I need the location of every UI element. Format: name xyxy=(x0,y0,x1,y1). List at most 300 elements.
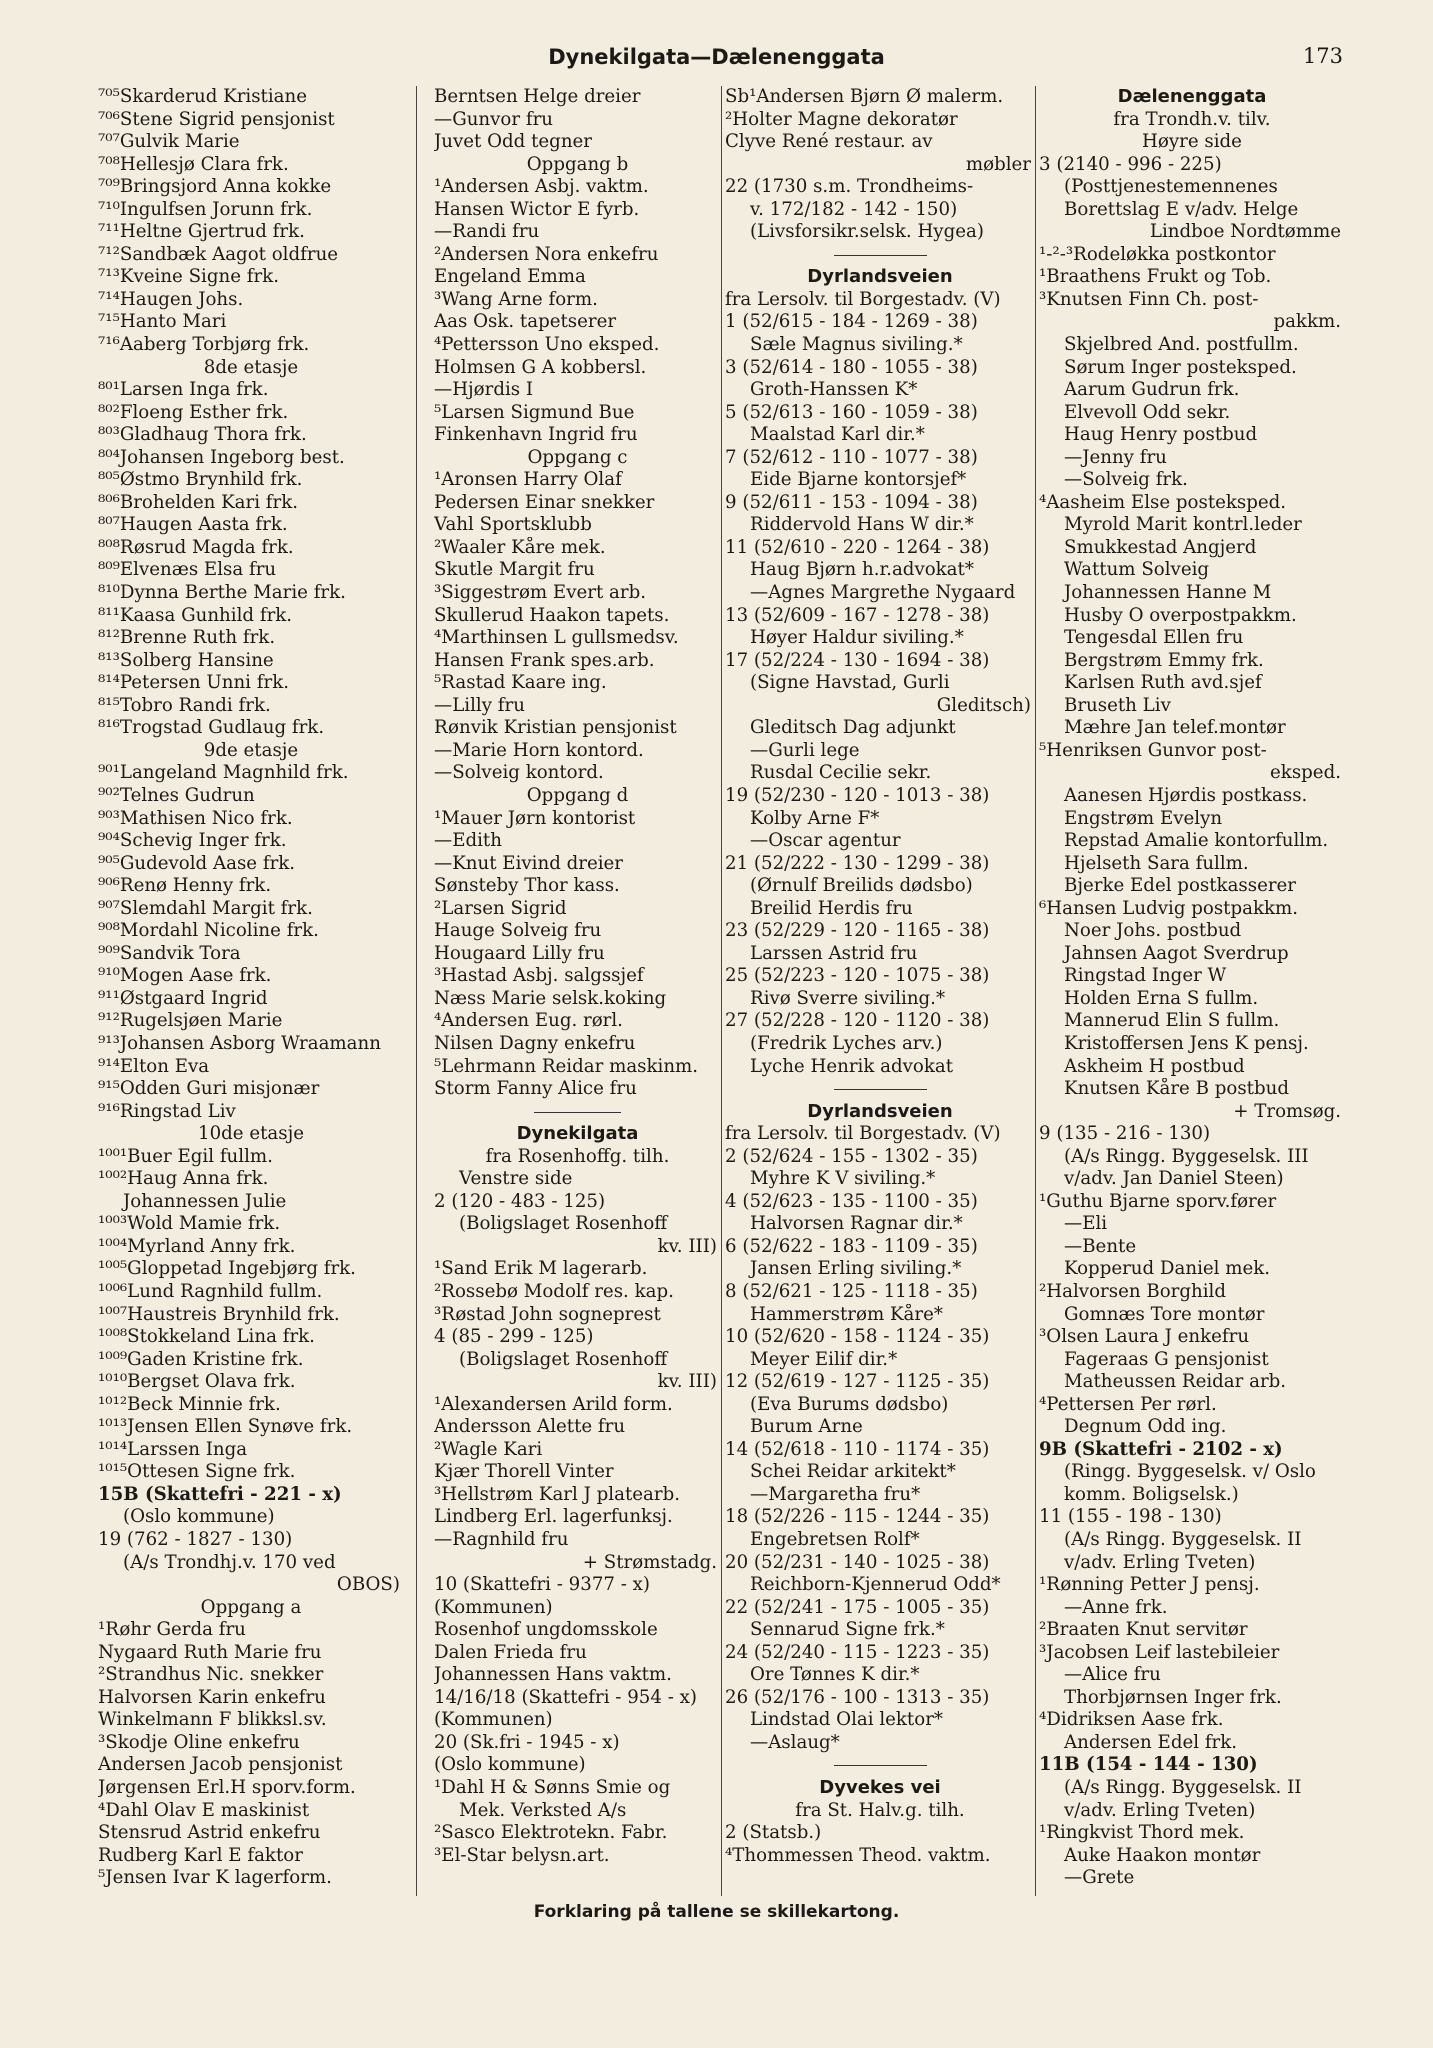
directory-entry: ⁷⁰⁵Skarderud Kristiane xyxy=(98,86,308,107)
directory-entry: 10de etasje xyxy=(198,1123,304,1145)
directory-entry: Jahnsen Aagot Sverdrup xyxy=(1064,942,1289,964)
directory-entry: ¹Mauer Jørn kontorist xyxy=(434,807,636,829)
directory-entry: Eide Bjarne kontorsjef* xyxy=(750,469,967,491)
directory-entry: —Jenny fru xyxy=(1064,446,1167,468)
directory-entry: Hougaard Lilly fru xyxy=(434,942,605,964)
directory-entry: ¹⁰¹⁰Bergset Olava frk. xyxy=(98,1371,296,1393)
directory-entry: Kjær Thorell Vinter xyxy=(434,1461,614,1483)
directory-entry: Sennarud Signe frk.* xyxy=(750,1619,945,1641)
directory-entry: ⁹¹¹Østgaard Ingrid xyxy=(98,987,268,1009)
directory-entry: fra Lersolv. til Borgestadv. (V) xyxy=(725,1123,1001,1145)
directory-entry: v/adv. Erling Tveten) xyxy=(1064,1551,1256,1573)
directory-entry: 27 (52/228 - 120 - 1120 - 38) xyxy=(725,1010,990,1032)
directory-entry: Rusdal Cecilie sekr. xyxy=(750,762,932,784)
directory-entry: Matheussen Reidar arb. xyxy=(1064,1371,1287,1393)
directory-entry: Oppgang a xyxy=(200,1596,302,1618)
directory-entry: Vahl Sportsklubb xyxy=(434,514,592,536)
directory-entry: + Strømstadg. xyxy=(582,1551,717,1573)
directory-entry: Pedersen Einar snekker xyxy=(434,491,655,513)
directory-entry: 23 (52/229 - 120 - 1165 - 38) xyxy=(725,920,990,942)
directory-entry: Aarum Gudrun frk. xyxy=(1064,379,1240,401)
directory-entry: Riddervold Hans W dir.* xyxy=(750,514,974,536)
directory-entry: 1 (52/615 - 184 - 1269 - 38) xyxy=(725,311,978,333)
directory-entry: Myhre K V siviling.* xyxy=(750,1168,936,1190)
directory-entry: ⁹¹⁰Mogen Aase frk. xyxy=(98,965,272,987)
directory-entry: ¹⁰⁰¹Buer Egil fullm. xyxy=(98,1145,273,1167)
directory-entry: ¹-²-³Rodeløkka postkontor xyxy=(1039,243,1276,265)
directory-entry: Wattum Solveig xyxy=(1064,559,1210,581)
directory-entry: (Boligslaget Rosenhoff xyxy=(459,1348,668,1370)
directory-entry: Myrold Marit kontrl.leder xyxy=(1064,514,1302,536)
directory-entry: ²Larsen Sigrid xyxy=(434,897,567,919)
directory-entry: Oppgang d xyxy=(526,784,629,806)
directory-entry: Sæle Magnus siviling.* xyxy=(750,334,963,356)
directory-entry: 9 (135 - 216 - 130) xyxy=(1039,1123,1211,1145)
directory-entry: Husby O overpostpakkm. xyxy=(1064,604,1297,626)
directory-entry: Hansen Wictor E fyrb. xyxy=(434,198,640,220)
directory-entry: 11 (155 - 198 - 130) xyxy=(1039,1506,1222,1528)
directory-entry: 19 (762 - 1827 - 130) xyxy=(98,1529,293,1550)
directory-entry: ⁹¹²Rugelsjøen Marie xyxy=(98,1010,283,1032)
directory-entry: ⁴Didriksen Aase frk. xyxy=(1039,1709,1224,1731)
directory-entry: ²Rossebø Modolf res. kap. xyxy=(434,1280,674,1302)
directory-entry: Rudberg Karl E faktor xyxy=(98,1844,303,1866)
directory-entry: Thorbjørnsen Inger frk. xyxy=(1064,1686,1282,1708)
directory-entry: ¹⁰⁰³Wold Mamie frk. xyxy=(98,1213,281,1235)
directory-entry: ⁴Aasheim Else posteksped. xyxy=(1039,491,1287,513)
directory-entry: ³Hastad Asbj. salgssjef xyxy=(434,965,644,987)
street-heading: Dyrlandsveien xyxy=(807,1100,953,1122)
directory-entry: Sørum Inger posteksped. xyxy=(1064,356,1297,378)
directory-entry: ⁹⁰⁵Gudevold Aase frk. xyxy=(98,852,296,874)
directory-entry: —Aslaug* xyxy=(750,1731,840,1753)
directory-entry: Ringstad Inger W xyxy=(1064,965,1227,987)
directory-entry: ²Halvorsen Borghild xyxy=(1039,1280,1226,1302)
directory-entry: (Kommunen) xyxy=(434,1596,553,1618)
directory-entry: Reichborn-Kjennerud Odd* xyxy=(750,1574,1001,1596)
directory-entry: fra St. Halv.g. tilh. xyxy=(795,1799,965,1821)
directory-entry: Tengesdal Ellen fru xyxy=(1064,627,1244,649)
directory-entry: ⁶Hansen Ludvig postpakkm. xyxy=(1039,897,1299,919)
page-footer-note: Forklaring på tallene se skillekartong. xyxy=(533,1902,900,1922)
directory-entry: Halvorsen Ragnar dir.* xyxy=(750,1213,963,1235)
directory-entry: ²Andersen Nora enkefru xyxy=(434,243,659,265)
directory-entry: ²Sasco Elektrotekn. Fabr. xyxy=(434,1822,668,1844)
directory-entry: 18 (52/226 - 115 - 1244 - 35) xyxy=(725,1506,990,1528)
street-heading: Dyvekes vei xyxy=(819,1777,941,1799)
directory-entry: 15B (Skattefri - 221 - x) xyxy=(98,1483,342,1505)
directory-entry: ⁹¹³Johansen Asborg Wraamann xyxy=(98,1032,381,1054)
directory-entry: ⁸⁰⁷Haugen Aasta frk. xyxy=(98,514,288,536)
directory-entry: ⁸¹⁴Petersen Unni frk. xyxy=(98,672,289,694)
directory-entry: ⁸¹³Solberg Hansine xyxy=(98,649,274,671)
directory-entry: Jørgensen Erl.H sporv.form. xyxy=(98,1777,356,1799)
directory-entry: ⁵Larsen Sigmund Bue xyxy=(434,401,635,423)
directory-entry: —Solveig kontord. xyxy=(434,762,604,784)
directory-entry: Johannessen Hans vaktm. xyxy=(434,1664,672,1686)
directory-entry: ¹Andersen Asbj. vaktm. xyxy=(434,176,649,198)
street-heading: Dyrlandsveien xyxy=(807,266,953,288)
directory-entry: —Margaretha fru* xyxy=(750,1483,921,1505)
directory-entry: Ore Tønnes K dir.* xyxy=(750,1664,920,1686)
directory-entry: Sønsteby Thor kass. xyxy=(434,875,620,897)
directory-entry: Oppgang c xyxy=(527,446,628,468)
directory-entry: Jansen Erling siviling.* xyxy=(750,1258,962,1280)
directory-entry: ¹⁰⁰⁵Gloppetad Ingebjørg frk. xyxy=(98,1258,356,1280)
directory-entry: Lyche Henrik advokat xyxy=(750,1055,954,1077)
directory-entry: ¹Braathens Frukt og Tob. xyxy=(1039,266,1272,288)
directory-entry: ⁸¹⁰Dynna Berthe Marie frk. xyxy=(98,582,346,604)
directory-entry: Engebretsen Rolf* xyxy=(750,1529,920,1550)
directory-entry: 4 (52/623 - 135 - 1100 - 35) xyxy=(725,1190,978,1212)
directory-entry: Rosenhof ungdomsskole xyxy=(434,1619,658,1641)
directory-entry: ⁹⁰¹Langeland Magnhild frk. xyxy=(98,762,349,784)
directory-column-1 xyxy=(98,86,404,1896)
directory-entry: —Gunvor fru xyxy=(434,108,553,130)
page-number: 173 xyxy=(1302,44,1343,68)
directory-entry: ⁹⁰⁷Slemdahl Margit frk. xyxy=(98,897,313,919)
directory-entry: + Tromsøg. xyxy=(1233,1100,1341,1122)
directory-entry: Sb¹Andersen Bjørn Ø malerm. xyxy=(725,86,1004,107)
directory-entry: ⁷¹⁴Haugen Johs. xyxy=(98,288,244,310)
directory-entry: Fageraas G pensjonist xyxy=(1064,1348,1269,1370)
directory-entry: Halvorsen Karin enkefru xyxy=(98,1686,326,1708)
directory-entry: Skjelbred And. postfullm. xyxy=(1064,334,1299,356)
directory-entry: Næss Marie selsk.koking xyxy=(434,987,667,1009)
street-heading: Dælenenggata xyxy=(1117,86,1267,107)
directory-entry: Oppgang b xyxy=(526,153,629,175)
directory-entry: Breilid Herdis fru xyxy=(750,897,913,919)
directory-entry: ³Knutsen Finn Ch. post- xyxy=(1039,288,1259,310)
directory-entry: 19 (52/230 - 120 - 1013 - 38) xyxy=(725,784,990,806)
directory-entry: Bjerke Edel postkasserer xyxy=(1064,875,1296,897)
directory-entry: —Hjørdis I xyxy=(434,379,534,401)
directory-entry: ⁷¹³Kveine Signe frk. xyxy=(98,266,279,288)
directory-entry: Nilsen Dagny enkefru xyxy=(434,1032,636,1054)
directory-entry: Degnum Odd ing. xyxy=(1064,1416,1227,1438)
directory-entry: ⁴Marthinsen L gullsmedsv. xyxy=(434,627,679,649)
directory-entry: Schei Reidar arkitekt* xyxy=(750,1461,956,1483)
directory-entry: Hauge Solveig fru xyxy=(434,920,602,942)
directory-entry: Lindboe Nordtømme xyxy=(1149,221,1341,243)
directory-entry: 6 (52/622 - 183 - 1109 - 35) xyxy=(725,1235,978,1257)
directory-entry: Mek. Verksted A/s xyxy=(459,1799,627,1821)
directory-entry: ³Røstad John sogneprest xyxy=(434,1303,661,1325)
directory-entry: Johannessen Hanne M xyxy=(1064,582,1272,604)
directory-entry: Karlsen Ruth avd.sjef xyxy=(1064,672,1262,694)
directory-entry: Berntsen Helge dreier xyxy=(434,86,641,107)
directory-entry: —Lilly fru xyxy=(434,694,525,716)
directory-entry: ⁷⁰⁹Bringsjord Anna kokke xyxy=(98,176,332,198)
directory-entry: ¹Aronsen Harry Olaf xyxy=(434,469,622,491)
directory-entry: 14 (52/618 - 110 - 1174 - 35) xyxy=(725,1438,990,1460)
directory-entry: Noer Johs. postbud xyxy=(1064,920,1242,942)
directory-entry: —Randi fru xyxy=(434,221,540,243)
directory-entry: Aas Osk. tapetserer xyxy=(434,311,617,333)
directory-entry: Haug Bjørn h.r.advokat* xyxy=(750,559,974,581)
directory-entry: eksped. xyxy=(1270,762,1341,784)
directory-entry: 5 (52/613 - 160 - 1059 - 38) xyxy=(725,401,978,423)
directory-entry: ⁷⁰⁷Gulvik Marie xyxy=(98,131,240,153)
directory-entry: komm. Boligselsk.) xyxy=(1064,1483,1239,1505)
directory-entry: Dalen Frieda fru xyxy=(434,1641,587,1663)
directory-entry: ⁴Dahl Olav E maskinist xyxy=(98,1799,310,1821)
directory-entry: Juvet Odd tegner xyxy=(434,131,592,153)
directory-entry: ¹⁰¹⁴Larssen Inga xyxy=(98,1438,248,1460)
directory-entry: 10 (Skattefri - 9377 - x) xyxy=(434,1574,651,1596)
directory-entry: Hammerstrøm Kåre* xyxy=(750,1303,943,1325)
directory-entry: ⁹¹⁴Elton Eva xyxy=(98,1055,210,1077)
directory-entry: Rivø Sverre siviling.* xyxy=(750,987,946,1009)
directory-entry: 22 (52/241 - 175 - 1005 - 35) xyxy=(725,1596,990,1618)
directory-entry: Engstrøm Evelyn xyxy=(1064,807,1223,829)
directory-entry: ²Braaten Knut servitør xyxy=(1039,1619,1248,1641)
directory-entry: ⁷¹⁵Hanto Mari xyxy=(98,311,227,333)
directory-entry: ⁹⁰⁹Sandvik Tora xyxy=(98,942,241,964)
directory-entry: Auke Haakon montør xyxy=(1064,1844,1261,1866)
directory-entry: ²Holter Magne dekoratør xyxy=(725,108,958,130)
directory-entry: ¹Rønning Petter J pensj. xyxy=(1039,1574,1260,1596)
directory-entry: Høyre side xyxy=(1142,131,1242,153)
directory-entry: OBOS) xyxy=(336,1574,400,1596)
directory-entry: 12 (52/619 - 127 - 1125 - 35) xyxy=(725,1371,990,1393)
directory-entry: Finkenhavn Ingrid fru xyxy=(434,424,638,446)
directory-entry: 7 (52/612 - 110 - 1077 - 38) xyxy=(725,446,978,468)
directory-entry: ⁸⁰⁹Elvenæs Elsa fru xyxy=(98,559,277,581)
directory-entry: (Posttjenestemennenes xyxy=(1064,176,1278,198)
directory-entry: ⁵Jensen Ivar K lagerform. xyxy=(98,1867,332,1889)
directory-entry: 22 (1730 s.m. Trondheims- xyxy=(725,176,974,198)
directory-entry: ⁷¹¹Heltne Gjertrud frk. xyxy=(98,221,305,243)
directory-entry: —Gurli lege xyxy=(750,739,860,761)
directory-entry: (A/s Ringg. Byggeselsk. II xyxy=(1064,1529,1302,1550)
section-divider xyxy=(434,1101,721,1124)
directory-entry: ⁷⁰⁸Hellesjø Clara frk. xyxy=(98,153,289,175)
directory-entry: Lindstad Olai lektor* xyxy=(750,1709,943,1731)
section-divider xyxy=(725,1078,1035,1101)
directory-entry: (A/s Trondhj.v. 170 ved xyxy=(123,1551,336,1573)
directory-entry: ²Wagle Kari xyxy=(434,1438,543,1460)
directory-entry: Andersen Jacob pensjonist xyxy=(98,1754,343,1776)
directory-entry: —Alice fru xyxy=(1064,1664,1161,1686)
directory-entry: Kopperud Daniel mek. xyxy=(1064,1258,1271,1280)
directory-entry: 8 (52/621 - 125 - 1118 - 35) xyxy=(725,1280,978,1302)
directory-entry: ⁴Pettersson Uno eksped. xyxy=(434,334,660,356)
directory-entry: Meyer Eilif dir.* xyxy=(750,1348,898,1370)
directory-entry: Aanesen Hjørdis postkass. xyxy=(1064,784,1308,806)
directory-entry: v/adv. Jan Daniel Steen) xyxy=(1064,1168,1284,1190)
directory-entry: Andersson Alette fru xyxy=(434,1416,626,1438)
directory-entry: ¹⁰⁰²Haug Anna frk. xyxy=(98,1168,269,1190)
directory-entry: ¹⁰⁰⁹Gaden Kristine frk. xyxy=(98,1348,304,1370)
directory-entry: fra Trondh.v. tilv. xyxy=(1113,108,1271,130)
directory-entry: ³Wang Arne form. xyxy=(434,288,598,310)
directory-entry: 4 (85 - 299 - 125) xyxy=(434,1326,594,1348)
directory-entry: Bruseth Liv xyxy=(1064,694,1171,716)
directory-entry: Clyve René restaur. av xyxy=(725,131,933,153)
directory-entry: ⁸¹²Brenne Ruth frk. xyxy=(98,627,276,649)
directory-entry: ³Hellstrøm Karl J platearb. xyxy=(434,1483,680,1505)
directory-entry: —Agnes Margrethe Nygaard xyxy=(750,582,1016,604)
directory-entry: ⁷¹²Sandbæk Aagot oldfrue xyxy=(98,243,339,265)
street-heading: Dynekilgata xyxy=(516,1123,639,1145)
directory-entry: Elvevoll Odd sekr. xyxy=(1064,401,1231,423)
directory-entry: pakkm. xyxy=(1273,311,1341,333)
directory-entry: ¹Guthu Bjarne sporv.fører xyxy=(1039,1190,1277,1212)
directory-entry: Gleditsch) xyxy=(936,694,1031,716)
directory-entry: (Fredrik Lyches arv.) xyxy=(750,1032,943,1054)
directory-entry: 3 (2140 - 996 - 225) xyxy=(1039,153,1222,175)
directory-entry: ¹Røhr Gerda fru xyxy=(98,1619,246,1641)
directory-entry: ¹Dahl H & Sønns Smie og xyxy=(434,1777,671,1799)
directory-entry: (Signe Havstad, Gurli xyxy=(750,672,950,694)
directory-entry: (Oslo kommune) xyxy=(123,1506,275,1528)
directory-entry: ⁸¹¹Kaasa Gunhild frk. xyxy=(98,604,293,626)
directory-entry: Nygaard Ruth Marie fru xyxy=(98,1641,322,1663)
directory-entry: Hjelseth Sara fullm. xyxy=(1064,852,1249,874)
directory-entry: møbler xyxy=(965,153,1031,175)
directory-entry: Andersen Edel frk. xyxy=(1064,1731,1238,1753)
directory-entry: ⁹⁰⁴Schevig Inger frk. xyxy=(98,830,287,852)
directory-entry: Knutsen Kåre B postbud xyxy=(1064,1078,1289,1100)
directory-entry: ¹⁰⁰⁸Stokkeland Lina frk. xyxy=(98,1326,315,1348)
directory-entry: (Oslo kommune) xyxy=(434,1754,586,1776)
directory-entry: Kristoffersen Jens K pensj. xyxy=(1064,1032,1309,1054)
directory-entry: ⁴Pettersen Per rørl. xyxy=(1039,1393,1217,1415)
directory-entry: ⁹⁰⁶Renø Henny frk. xyxy=(98,875,272,897)
directory-entry: Rønvik Kristian pensjonist xyxy=(434,717,677,739)
directory-entry: Høyer Haldur siviling.* xyxy=(750,627,964,649)
directory-entry: ⁸⁰³Gladhaug Thora frk. xyxy=(98,424,307,446)
directory-entry: 25 (52/223 - 120 - 1075 - 38) xyxy=(725,965,990,987)
directory-column-3 xyxy=(721,86,1035,1896)
directory-entry: ⁹¹⁵Odden Guri misjonær xyxy=(98,1078,320,1100)
directory-entry: ⁸⁰⁴Johansen Ingeborg best. xyxy=(98,446,345,468)
directory-entry: 9 (52/611 - 153 - 1094 - 38) xyxy=(725,491,978,513)
directory-entry: Stensrud Astrid enkefru xyxy=(98,1822,321,1844)
directory-entry: v/adv. Erling Tveten) xyxy=(1064,1799,1256,1821)
directory-entry: ²Strandhus Nic. snekker xyxy=(98,1664,324,1686)
directory-entry: 11 (52/610 - 220 - 1264 - 38) xyxy=(725,536,990,558)
directory-entry: Askheim H postbud xyxy=(1064,1055,1245,1077)
directory-entry: 24 (52/240 - 115 - 1223 - 35) xyxy=(725,1641,990,1663)
directory-entry: 17 (52/224 - 130 - 1694 - 38) xyxy=(725,649,990,671)
directory-entry: ⁹¹⁶Ringstad Liv xyxy=(98,1100,236,1122)
directory-entry: Storm Fanny Alice fru xyxy=(434,1078,637,1100)
directory-entry: Bergstrøm Emmy frk. xyxy=(1064,649,1264,671)
directory-entry: v. 172/182 - 142 - 150) xyxy=(750,198,958,220)
directory-entry: (Ringg. Byggeselsk. v/ Oslo xyxy=(1064,1461,1316,1483)
directory-entry: ⁸⁰⁸Røsrud Magda frk. xyxy=(98,536,294,558)
directory-entry: —Eli xyxy=(1064,1213,1108,1235)
directory-entry: ⁸⁰¹Larsen Inga frk. xyxy=(98,379,269,401)
directory-entry: Gomnæs Tore montør xyxy=(1064,1303,1265,1325)
directory-entry: Lindberg Erl. lagerfunksj. xyxy=(434,1506,673,1528)
directory-entry: ¹⁰¹³Jensen Ellen Synøve frk. xyxy=(98,1416,353,1438)
directory-entry: Holmsen G A kobbersl. xyxy=(434,356,647,378)
directory-entry: Kolby Arne F* xyxy=(750,807,880,829)
directory-entry: Skullerud Haakon tapets. xyxy=(434,604,670,626)
directory-entry: Mæhre Jan telef.montør xyxy=(1064,717,1286,739)
directory-entry: Gleditsch Dag adjunkt xyxy=(750,717,956,739)
directory-entry: 26 (52/176 - 100 - 1313 - 35) xyxy=(725,1686,990,1708)
directory-entry: 20 (Sk.fri - 1945 - x) xyxy=(434,1731,620,1753)
directory-entry: fra Rosenhoffg. tilh. xyxy=(485,1145,670,1167)
directory-entry: (A/s Ringg. Byggeselsk. III xyxy=(1064,1145,1309,1167)
directory-entry: Burum Arne xyxy=(750,1416,863,1438)
directory-entry: —Bente xyxy=(1064,1235,1137,1257)
directory-entry: Larssen Astrid fru xyxy=(750,942,918,964)
directory-entry: kv. III) xyxy=(657,1371,717,1393)
directory-entry: ⁵Rastad Kaare ing. xyxy=(434,672,607,694)
directory-entry: —Anne frk. xyxy=(1064,1596,1168,1618)
directory-entry: ³Skodje Oline enkefru xyxy=(98,1731,300,1753)
directory-entry: Hansen Frank spes.arb. xyxy=(434,649,655,671)
directory-entry: (Boligslaget Rosenhoff xyxy=(459,1213,668,1235)
directory-entry: ⁸¹⁵Tobro Randi frk. xyxy=(98,694,271,716)
directory-entry: ⁴Andersen Eug. rørl. xyxy=(434,1010,623,1032)
directory-entry: ⁸⁰⁶Brohelden Kari frk. xyxy=(98,491,299,513)
directory-entry: 9de etasje xyxy=(203,739,299,761)
directory-entry: ¹Alexandersen Arild form. xyxy=(434,1393,673,1415)
directory-entry: ¹Ringkvist Thord mek. xyxy=(1039,1822,1245,1844)
directory-entry: Groth-Hanssen K* xyxy=(750,379,918,401)
section-divider xyxy=(725,244,1035,267)
directory-entry: —Knut Eivind dreier xyxy=(434,852,623,874)
directory-entry: ¹⁰⁰⁶Lund Ragnhild fullm. xyxy=(98,1280,323,1302)
directory-entry: Maalstad Karl dir.* xyxy=(750,424,925,446)
directory-entry: ³Jacobsen Leif lastebileier xyxy=(1039,1641,1280,1663)
directory-entry: Smukkestad Angjerd xyxy=(1064,536,1257,558)
directory-entry: (Livsforsikr.selsk. Hygea) xyxy=(750,221,984,243)
directory-entry: 3 (52/614 - 180 - 1055 - 38) xyxy=(725,356,978,378)
section-divider xyxy=(725,1754,1035,1777)
directory-entry: ¹⁰⁰⁷Haustreis Brynhild frk. xyxy=(98,1303,340,1325)
directory-column-2 xyxy=(416,86,721,1896)
directory-entry: 11B (154 - 144 - 130) xyxy=(1039,1754,1258,1776)
directory-entry: Johannessen Julie xyxy=(123,1190,287,1212)
directory-entry: ³El-Star belysn.art. xyxy=(434,1844,610,1866)
directory-entry: ⁷¹⁶Aaberg Torbjørg frk. xyxy=(98,334,310,356)
directory-entry: —Oscar agentur xyxy=(750,830,901,852)
directory-entry: ⁷⁰⁶Stene Sigrid pensjonist xyxy=(98,108,335,130)
directory-entry: ⁵Henriksen Gunvor post- xyxy=(1039,739,1267,761)
directory-entry: 10 (52/620 - 158 - 1124 - 35) xyxy=(725,1326,990,1348)
directory-entry: Venstre side xyxy=(459,1168,573,1190)
directory-entry: 9B (Skattefri - 2102 - x) xyxy=(1039,1438,1283,1460)
directory-entry: ²Waaler Kåre mek. xyxy=(434,536,606,558)
directory-entry: —Ragnhild fru xyxy=(434,1529,569,1550)
directory-entry: 8de etasje xyxy=(203,356,299,378)
directory-entry: (A/s Ringg. Byggeselsk. II xyxy=(1064,1777,1302,1799)
directory-entry: fra Lersolv. til Borgestadv. (V) xyxy=(725,288,1001,310)
directory-entry: ⁹⁰²Telnes Gudrun xyxy=(98,784,255,806)
directory-entry: 20 (52/231 - 140 - 1025 - 38) xyxy=(725,1551,990,1573)
directory-entry: ⁸⁰²Floeng Esther frk. xyxy=(98,401,289,423)
directory-entry: 21 (52/222 - 130 - 1299 - 38) xyxy=(725,852,990,874)
directory-entry: (Ørnulf Breilids dødsbo) xyxy=(750,875,973,897)
directory-entry: Winkelmann F blikksl.sv. xyxy=(98,1709,327,1731)
directory-entry: Engeland Emma xyxy=(434,266,586,288)
directory-entry: ¹⁰⁰⁴Myrland Anny frk. xyxy=(98,1235,296,1257)
directory-entry: —Edith xyxy=(434,830,502,852)
directory-entry: ⁴Thommessen Theod. vaktm. xyxy=(725,1844,991,1866)
directory-entry: ⁷¹⁰Ingulfsen Jorunn frk. xyxy=(98,198,313,220)
directory-entry: 2 (120 - 483 - 125) xyxy=(434,1190,606,1212)
directory-entry: Holden Erna S fullm. xyxy=(1064,987,1259,1009)
directory-entry: ⁹⁰⁸Mordahl Nicoline frk. xyxy=(98,920,319,942)
directory-entry: ³Siggestrøm Evert arb. xyxy=(434,582,646,604)
